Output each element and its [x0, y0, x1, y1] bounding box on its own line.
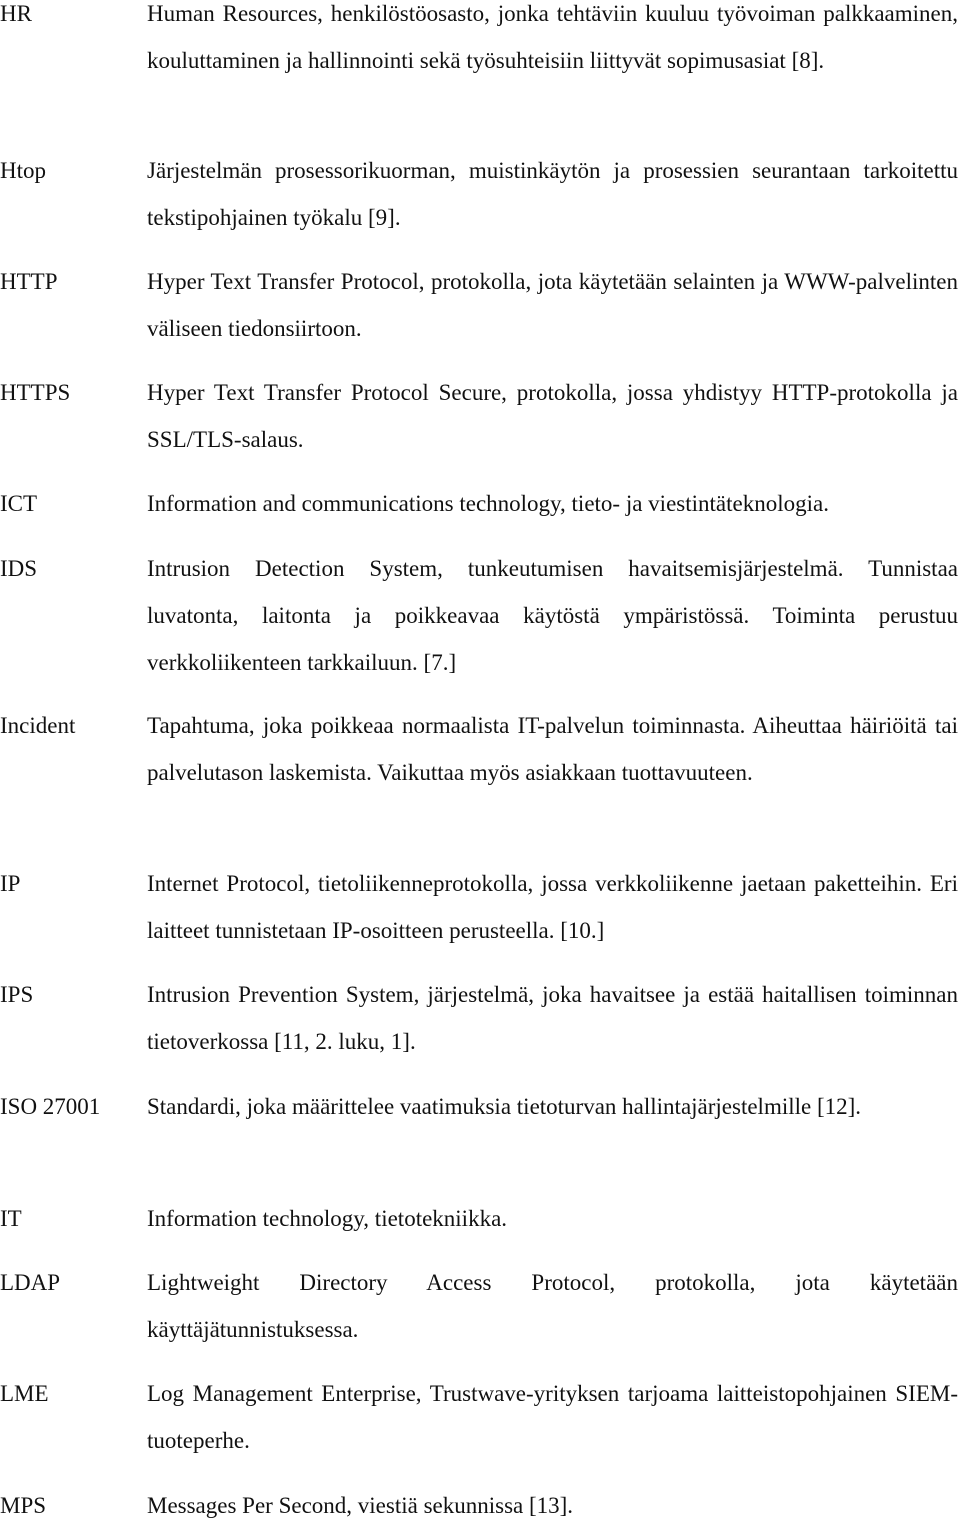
glossary-term: LME — [0, 1381, 49, 1406]
glossary-definition: Tapahtuma, joka poikkeaa normaalista IT-palvelun toiminnasta. Aiheuttaa häiriöitä tai palvelutason laskemista. Vaikuttaa myös asiakkaan tuottavuuteen. — [147, 713, 958, 785]
glossary-term: MPS — [0, 1493, 47, 1518]
glossary-term: Htop — [0, 158, 46, 183]
glossary-definition: Internet Protocol, tietoliikenneprotokolla, jossa verkkoliikenne jaetaan paketteihin. Eri laitteet tunnistetaan IP-osoitteen perusteella. [10.] — [147, 871, 958, 943]
glossary-definition: Information and communications technology, tieto- ja viestintäteknologia. — [147, 491, 829, 516]
glossary-term: LDAP — [0, 1270, 61, 1295]
glossary-definition: Log Management Enterprise, Trustwave-yrityksen tarjoama laitteistopohjainen SIEM-tuoteperhe. — [147, 1381, 958, 1453]
glossary-term: IP — [0, 871, 21, 896]
glossary-definition: Hyper Text Transfer Protocol Secure, protokolla, jossa yhdistyy HTTP-protokolla ja SSL/TLS-salaus. — [147, 380, 958, 452]
glossary-term: IPS — [0, 982, 34, 1007]
glossary-definition: Information technology, tietotekniikka. — [147, 1206, 508, 1231]
glossary-definition: Messages Per Second, viestiä sekunnissa [13]. — [147, 1493, 574, 1518]
glossary-term: HTTPS — [0, 380, 71, 405]
glossary-definition: Hyper Text Transfer Protocol, protokolla, jota käytetään selainten ja WWW-palvelinten väliseen tiedonsiirtoon. — [147, 269, 958, 341]
glossary-term: IT — [0, 1206, 22, 1231]
glossary-term: ISO 27001 — [0, 1094, 101, 1119]
glossary-definition: Human Resources, henkilöstöosasto, jonka tehtäviin kuuluu työvoiman palkkaaminen, kouluttaminen ja hallinnointi sekä työsuhteisiin liittyvät sopimusasiat [8]. — [147, 1, 958, 73]
glossary-definition: Intrusion Detection System, tunkeutumisen havaitsemisjärjestelmä. Tunnistaa luvatonta, laitonta ja poikkeavaa käytöstä ympäristössä. Toiminta perustuu verkkoliikenteen tarkkailuun. [7.] — [147, 556, 958, 675]
glossary-definition: Lightweight Directory Access Protocol, protokolla, jota käytetään käyttäjätunnistuksessa. — [147, 1270, 958, 1342]
glossary-term: HTTP — [0, 269, 58, 294]
glossary-definition: Intrusion Prevention System, järjestelmä, joka havaitsee ja estää haitallisen toiminnan tietoverkossa [11, 2. luku, 1]. — [147, 982, 958, 1054]
glossary-term: IDS — [0, 556, 38, 581]
glossary-term: HR — [0, 1, 32, 26]
glossary-term: ICT — [0, 491, 38, 516]
glossary-definition: Standardi, joka määrittelee vaatimuksia tietoturvan hallintajärjestelmille [12]. — [147, 1094, 862, 1119]
glossary-term: Incident — [0, 713, 76, 738]
glossary-definition: Järjestelmän prosessorikuorman, muistinkäytön ja prosessien seurantaan tarkoitettu tekstipohjainen työkalu [9]. — [147, 158, 958, 230]
